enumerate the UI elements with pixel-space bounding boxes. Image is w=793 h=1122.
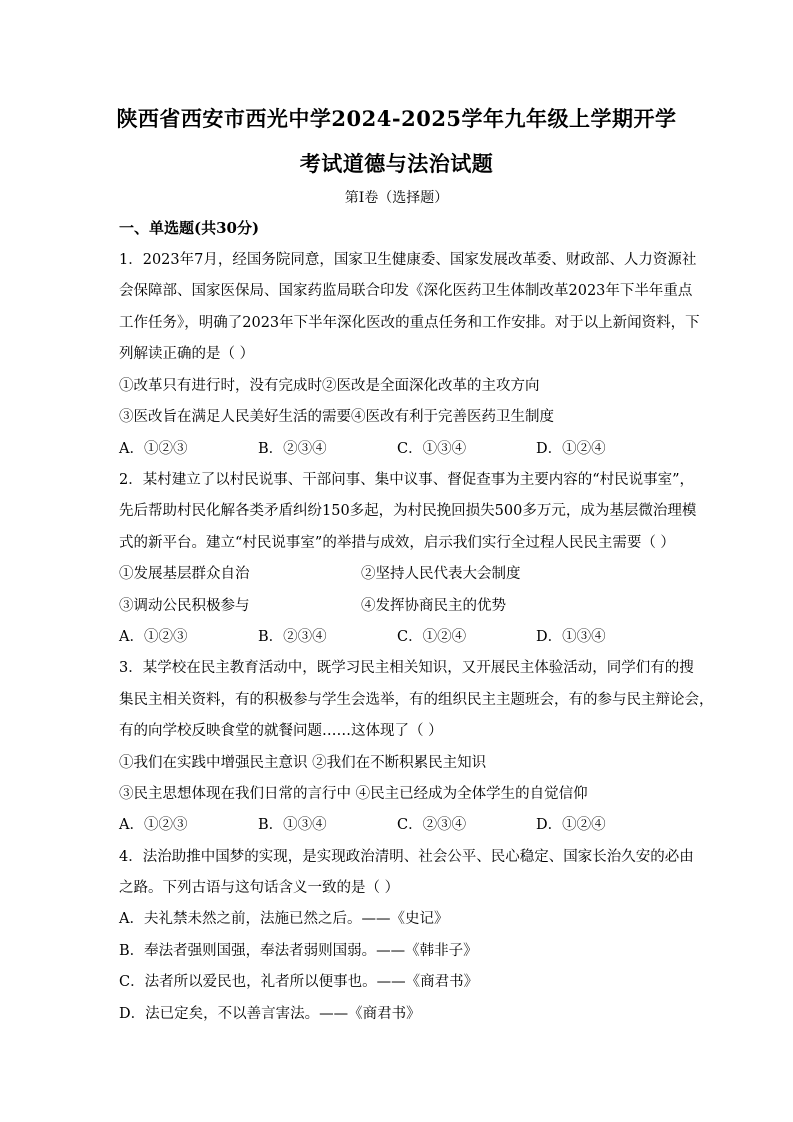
- statement-line: ③医改旨在满足人民美好生活的需要④医改有利于完善医药卫生制度: [119, 409, 554, 425]
- question-text-line: 3．某学校在民主教育活动中，既学习民主相关知识，又开展民主体验活动，同学们有的搜: [119, 660, 694, 676]
- option-c: C．①②④: [397, 629, 467, 645]
- option-b: B．②③④: [258, 629, 327, 645]
- option-c: C．②③④: [397, 817, 467, 833]
- question-text-line: 集民主相关资料，有的积极参与学生会选举，有的组织民主主题班会，有的参与民主辩论会，: [119, 692, 714, 708]
- option-c: C．①③④: [397, 441, 467, 457]
- option-a: A．①②③: [119, 441, 188, 457]
- option-a: A．①②③: [119, 817, 188, 833]
- statement-4: ④发挥协商民主的优势: [361, 598, 506, 614]
- statement-1: ①发展基层群众自治: [119, 566, 250, 582]
- question-text-line: 2．某村建立了以村民说事、干部问事、集中议事、督促查事为主要内容的“村民说事室”，: [119, 472, 695, 488]
- question-text-line: 1．2023年7月，经国务院同意，国家卫生健康委、国家发展改革委、财政部、人力资源社: [119, 252, 697, 268]
- option-b: B．奉法者强则国强，奉法者弱则国弱。——《韩非子》: [119, 943, 478, 959]
- section-heading: 一、单选题(共30分): [119, 219, 260, 237]
- statement-line: ①我们在实践中增强民主意识 ②我们在不断积累民主知识: [119, 755, 487, 771]
- question-text-line: 工作任务》，明确了2023年下半年深化医改的重点任务和工作安排。对于以上新闻资料，下: [119, 315, 700, 331]
- statement-2: ②坚持人民代表大会制度: [361, 566, 521, 582]
- question-text-line: 4．法治助推中国梦的实现，是实现政治清明、社会公平、民心稳定、国家长治久安的必由: [119, 849, 694, 865]
- option-b: B．①③④: [258, 817, 327, 833]
- statement-line: ③民主思想体现在我们日常的言行中 ④民主已经成为全体学生的自觉信仰: [119, 786, 588, 802]
- option-d: D．①②④: [536, 817, 606, 833]
- option-b: B．②③④: [258, 441, 327, 457]
- question-text-line: 会保障部、国家医保局、国家药监局联合印发《深化医药卫生体制改革2023年下半年重点: [119, 283, 693, 299]
- doc-title-line2: 考试道德与法治试题: [299, 151, 494, 176]
- option-d: D．①②④: [536, 441, 606, 457]
- question-text-line: 先后帮助村民化解各类矛盾纠纷150多起，为村民挽回损失500多万元，成为基层微治理模: [119, 503, 697, 519]
- question-text-line: 有的向学校反映食堂的就餐问题……这体现了（ ）: [119, 723, 443, 739]
- option-d: D．①③④: [536, 629, 606, 645]
- option-a: A．①②③: [119, 629, 188, 645]
- volume-label: 第Ⅰ卷（选择题）: [344, 190, 449, 206]
- statement-line: ①改革只有进行时，没有完成时②医改是全面深化改革的主攻方向: [119, 378, 540, 394]
- question-text-line: 式的新平台。建立“村民说事室”的举措与成效，启示我们实行全过程人民民主需要（ ）: [119, 535, 675, 551]
- doc-title-line1: 陕西省西安市西光中学2024-2025学年九年级上学期开学: [116, 106, 677, 131]
- statement-3: ③调动公民积极参与: [119, 598, 250, 614]
- question-text-line: 列解读正确的是（ ）: [119, 346, 255, 362]
- option-d: D．法已定矣，不以善言害法。——《商君书》: [119, 1006, 421, 1022]
- question-text-line: 之路。下列古语与这句话含义一致的是（ ）: [119, 880, 400, 896]
- option-a: A．夫礼禁未然之前，法施已然之后。——《史记》: [119, 911, 449, 927]
- option-c: C．法者所以爱民也，礼者所以便事也。——《商君书》: [119, 974, 479, 990]
